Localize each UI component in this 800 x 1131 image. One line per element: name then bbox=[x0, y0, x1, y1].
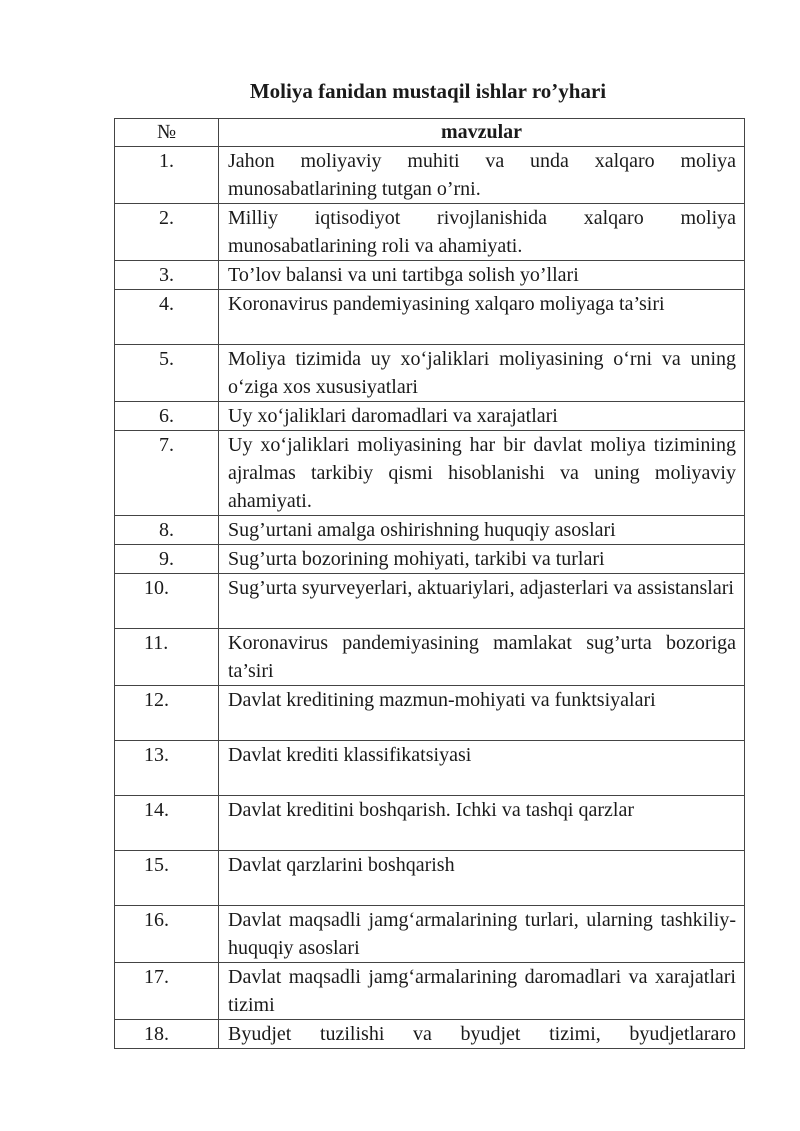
row-number: 4. bbox=[115, 290, 219, 345]
row-number: 9. bbox=[115, 545, 219, 574]
row-number: 10. bbox=[115, 574, 219, 629]
row-topic: Davlat maqsadli jamg‘armalarining turlari, ularning tashkiliy-huquqiy asoslari bbox=[219, 906, 745, 963]
table-row bbox=[115, 906, 745, 963]
row-number: 17. bbox=[115, 963, 219, 1020]
row-topic: Milliy iqtisodiyot rivojlanishida xalqaro moliya munosabatlarining roli va ahamiyati. bbox=[219, 204, 745, 261]
table-row bbox=[115, 261, 745, 290]
table-row bbox=[115, 629, 745, 686]
row-number: 6. bbox=[115, 402, 219, 431]
table-row bbox=[115, 963, 745, 1020]
table-row bbox=[115, 204, 745, 261]
row-topic: Sug’urtani amalga oshirishning huquqiy asoslari bbox=[219, 516, 745, 545]
row-topic: Davlat krediti klassifikatsiyasi bbox=[219, 741, 745, 796]
table-row bbox=[115, 686, 745, 741]
table-row bbox=[115, 345, 745, 402]
row-topic: Byudjet tuzilishi va byudjet tizimi, byudjetlararo bbox=[228, 1023, 736, 1045]
table-header-row bbox=[115, 119, 745, 147]
row-number: 8. bbox=[115, 516, 219, 545]
row-number: 12. bbox=[115, 686, 219, 741]
row-topic: Davlat kreditini boshqarish. Ichki va tashqi qarzlar bbox=[219, 796, 745, 851]
table-row bbox=[115, 1020, 745, 1049]
row-number: 1. bbox=[115, 147, 219, 204]
table-row bbox=[115, 402, 745, 431]
number-column-header: № bbox=[115, 119, 219, 147]
row-topic: Sug’urta bozorining mohiyati, tarkibi va turlari bbox=[219, 545, 745, 574]
page-title: Moliya fanidan mustaqil ishlar ro’yhari bbox=[249, 79, 607, 103]
table-row bbox=[115, 741, 745, 796]
row-topic: Davlat qarzlarini boshqarish bbox=[219, 851, 745, 906]
row-number: 2. bbox=[115, 204, 219, 261]
row-topic: To’lov balansi va uni tartibga solish yo’llari bbox=[219, 261, 745, 290]
topic-column-header: mavzular bbox=[219, 119, 745, 147]
row-number: 5. bbox=[115, 345, 219, 402]
table-row bbox=[115, 574, 745, 629]
row-number: 15. bbox=[115, 851, 219, 906]
row-topic: Uy xo‘jaliklari moliyasining har bir davlat moliya tizimining ajralmas tarkibiy qismi hisoblanishi va uning moliyaviy ahamiyati. bbox=[219, 431, 745, 516]
row-topic: Koronavirus pandemiyasining xalqaro moliyaga ta’siri bbox=[219, 290, 745, 345]
row-number: 11. bbox=[115, 629, 219, 686]
table-row bbox=[115, 851, 745, 906]
table-row bbox=[115, 545, 745, 574]
row-number: 13. bbox=[115, 741, 219, 796]
row-number: 18. bbox=[115, 1020, 219, 1049]
row-topic: Uy xo‘jaliklari daromadlari va xarajatlari bbox=[219, 402, 745, 431]
row-topic: Koronavirus pandemiyasining mamlakat sug’urta bozoriga ta’siri bbox=[219, 629, 745, 686]
table-row bbox=[115, 796, 745, 851]
row-topic: Davlat maqsadli jamg‘armalarining daromadlari va xarajatlari tizimi bbox=[219, 963, 745, 1020]
row-topic-cell bbox=[219, 1020, 745, 1049]
table-row bbox=[115, 290, 745, 345]
table-row bbox=[115, 516, 745, 545]
row-number: 3. bbox=[115, 261, 219, 290]
topics-table bbox=[114, 118, 745, 1049]
row-topic: Jahon moliyaviy muhiti va unda xalqaro moliya munosabatlarining tutgan o’rni. bbox=[219, 147, 745, 204]
table-row bbox=[115, 147, 745, 204]
row-number: 7. bbox=[115, 431, 219, 516]
row-topic: Davlat kreditining mazmun-mohiyati va funktsiyalari bbox=[219, 686, 745, 741]
row-number: 14. bbox=[115, 796, 219, 851]
row-number: 16. bbox=[115, 906, 219, 963]
row-topic: Moliya tizimida uy xo‘jaliklari moliyasining o‘rni va uning o‘ziga xos xususiyatlari bbox=[219, 345, 745, 402]
table-row bbox=[115, 431, 745, 516]
row-topic: Sug’urta syurveyerlari, aktuariylari, adjasterlari va assistanslari bbox=[219, 574, 745, 629]
